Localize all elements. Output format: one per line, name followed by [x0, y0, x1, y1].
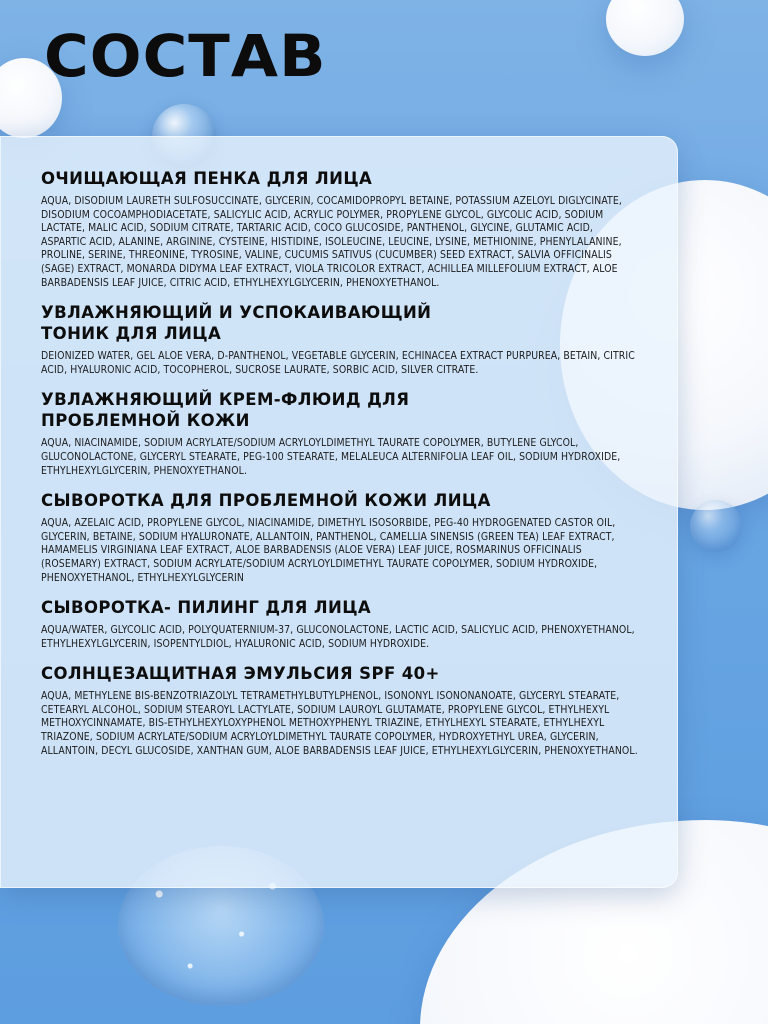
section-tonic: [41, 302, 638, 377]
ingredients-text: AQUA, AZELAIC ACID, PROPYLENE GLYCOL, NIACINAMIDE, DIMETHYL ISOSORBIDE, PEG-40 HYDROGENATED CASTOR OIL, GLYCERIN, BETAINE, SODIUM HYALURONATE, ALLANTOIN, PANTHENOL, CAMELLIA SINENSIS (GREEN TEA) LEAF EXTRACT, HAMAMELIS VIRGINIANA LEAF EXTRACT, ALOE BARBADENSIS (ALOE VERA) LEAF JUICE, ROSMARINUS OFFICINALIS (ROSEMARY) EXTRACT, SODIUM ACRYLATE/SODIUM ACRYLOYLDIMETHYL TAURATE COPOLYMER, SODIUM HYDROXIDE, PHENOXYETHANOL, ETHYLHEXYLGLYCERIN: [41, 517, 616, 584]
section-title: СЫВОРОТКА- ПИЛИНГ ДЛЯ ЛИЦА: [41, 598, 372, 618]
section-title: СОЛНЦЕЗАЩИТНАЯ ЭМУЛЬСИЯ SPF 40+: [41, 664, 440, 684]
section-cleansing-foam: [41, 168, 638, 290]
ingredients-text: DEIONIZED WATER, GEL ALOE VERA, D-PANTHENOL, VEGETABLE GLYCERIN, ECHINACEA EXTRACT PURPUREA, BETAIN, CITRIC ACID, HYALURONIC ACID, TOCOPHEROL, SUCROSE LAURATE, SORBIC ACID, SILVER CITRATE.: [41, 350, 635, 376]
section-title: ОЧИЩАЮЩАЯ ПЕНКА ДЛЯ ЛИЦА: [41, 169, 373, 188]
ingredients-text: AQUA/WATER, GLYCOLIC ACID, POLYQUATERNIUM-37, GLUCONOLACTONE, LACTIC ACID, SALICYLIC ACID, PHENOXYETHANOL, ETHYLHEXYLGLYCERIN, ISOPENTYLDIOL, HYALURONIC ACID, SODIUM HYDROXIDE.: [41, 624, 635, 650]
water-drop-right: [690, 500, 742, 552]
section-sunscreen: [41, 663, 638, 758]
cream-sphere-top-right: [606, 0, 684, 56]
ingredients-panel: [0, 136, 678, 888]
section-title: СЫВОРОТКА ДЛЯ ПРОБЛЕМНОЙ КОЖИ ЛИЦА: [41, 491, 491, 511]
section-cream-fluid: [41, 389, 638, 478]
ingredients-text: AQUA, NIACINAMIDE, SODIUM ACRYLATE/SODIUM ACRYLOYLDIMETHYL TAURATE COPOLYMER, BUTYLENE GLYCOL, GLUCONOLACTONE, GLYCERYL STEARATE, PEG-100 STEARATE, MELALEUCA ALTERNIFOLIA LEAF OIL, SODIUM HYDROXIDE, ETHYLHEXYLGLYCERIN, PHENOXYETHANOL.: [41, 437, 621, 477]
page-title: СОСТАВ: [44, 22, 327, 90]
ingredients-text: AQUA, METHYLENE BIS-BENZOTRIAZOLYL TETRAMETHYLBUTYLPHENOL, ISONONYL ISONONANOATE, GLYCERYL STEARATE, CETEARYL ALCOHOL, SODIUM STEAROYL LACTYLATE, SODIUM LAUROYL GLUTAMATE, PROPYLENE GLYCOL, ETHYLHEXYL METHOXYCINNAMATE, BIS-ETHYLHEXYLOXYPHENOL METHOXYPHENYL TRIAZINE, ETHYLHEXYL STEARATE, ETHYLHEXYL TRIAZONE, SODIUM ACRYLATE/SODIUM ACRYLOYLDIMETHYL TAURATE COPOLYMER, HYDROXYETHYL UREA, GLYCERIN, ALLANTOIN, DECYL GLUCOSIDE, XANTHAN GUM, ALOE BARBADENSIS LEAF JUICE, ETHYLHEXYLGLYCERIN, PHENOXYETHANOL.: [41, 690, 638, 757]
section-peeling-serum: [41, 597, 638, 651]
section-title: УВЛАЖНЯЮЩИЙ КРЕМ-ФЛЮИД ДЛЯ ПРОБЛЕМНОЙ КОЖИ: [41, 390, 410, 431]
ingredients-text: AQUA, DISODIUM LAURETH SULFOSUCCINATE, GLYCERIN, COCAMIDOPROPYL BETAINE, POTASSIUM AZELOYL DIGLYCINATE, DISODIUM COCOAMPHODIACETATE, SALICYLIC ACID, ACRYLIC POLYMER, PROPYLENE GLYCOL, GLYCOLIC ACID, SODIUM LACTATE, MALIC ACID, SODIUM CITRATE, TARTARIC ACID, COCO GLUCOSIDE, PANTHENOL, GLYCINE, GLUTAMIC ACID, ASPARTIC ACID, ALANINE, ARGININE, CYSTEINE, HISTIDINE, ISOLEUCINE, LEUCINE, LYSINE, METHIONINE, PHENYLALANINE, PROLINE, SERINE, THREONINE, TYROSINE, VALINE, CUCUMIS SATIVUS (CUCUMBER) SEED EXTRACT, SALVIA OFFICINALIS (SAGE) EXTRACT, MONARDA DIDYMA LEAF EXTRACT, VIOLA TRICOLOR EXTRACT, ACHILLEA MILLEFOLIUM EXTRACT, ALOE BARBADENSIS LEAF JUICE, CITRIC ACID, ETHYLHEXYLGLYCERIN, PHENOXYETHANOL.: [41, 195, 622, 289]
section-serum: [41, 490, 638, 585]
section-title: УВЛАЖНЯЮЩИЙ И УСПОКАИВАЮЩИЙ ТОНИК ДЛЯ ЛИЦА: [41, 303, 432, 344]
